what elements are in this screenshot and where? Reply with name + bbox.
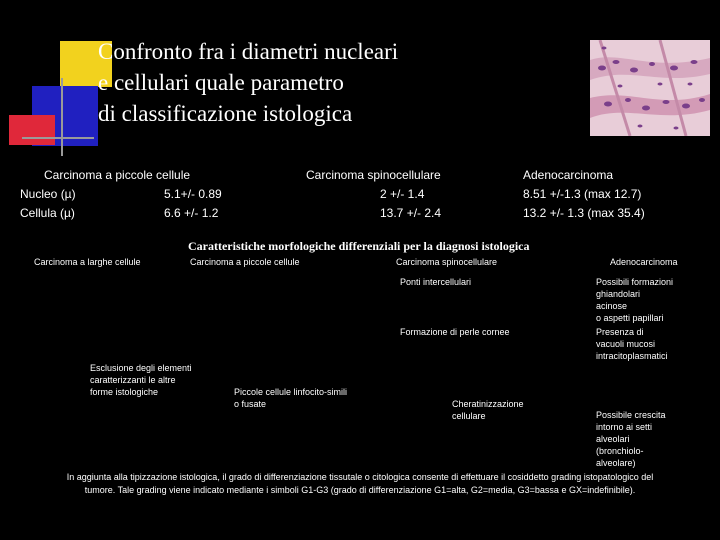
feature-esclusione: Esclusione degli elementi caratterizzanti le altre forme istologiche	[90, 363, 192, 397]
feature-piccole: Piccole cellule linfocito-simili o fusate	[234, 387, 348, 409]
title-line-2: e cellulari quale parametro	[98, 70, 344, 95]
title-line-1: Confronto fra i diametri nucleari	[98, 39, 399, 64]
feature-crescita: Possibile crescita intorno ai setti alveolari (bronchiolo- alveolare)	[596, 410, 666, 468]
feature-formazioni: Possibili formazioni ghiandolari acinose o aspetti papillari	[596, 277, 674, 323]
footer-note	[20, 471, 700, 497]
row-label-nucleo: Nucleo (µ)	[20, 187, 76, 201]
feature-cheratinizzazione: Cheratinizzazione cellulare	[452, 399, 524, 421]
histology-image	[590, 40, 710, 136]
table-header-adenocarcinoma: Adenocarcinoma	[523, 168, 614, 182]
title-line-3: di classificazione istologica	[98, 101, 353, 126]
decor-vertical-line	[61, 78, 63, 156]
table-cell: 13.7 +/- 2.4	[380, 206, 442, 220]
footer-line-2: tumore. Tale grading viene indicato mediante i simboli G1-G3 (grado di differenziazione G1=alta, G2=media, G3=bassa e GX=indefinibile).	[84, 485, 636, 495]
table-cell: 6.6 +/- 1.2	[164, 206, 219, 220]
table-cell: 13.2 +/- 1.3 (max 35.4)	[523, 206, 645, 220]
category-spinocellular: Carcinoma spinocellulare	[396, 257, 498, 267]
feature-vacuoli: Presenza di vacuoli mucosi intracitoplasmatici	[596, 327, 668, 361]
table-cell: 8.51 +/-1.3 (max 12.7)	[523, 187, 642, 201]
category-large-cell: Carcinoma a larghe cellule	[34, 257, 141, 267]
feature-ponti: Ponti intercellulari	[400, 277, 472, 287]
category-small-cell: Carcinoma a piccole cellule	[190, 257, 300, 267]
table-cell: 5.1+/- 0.89	[164, 187, 222, 201]
decor-horizontal-line	[22, 137, 94, 139]
row-label-cellula: Cellula (µ)	[20, 206, 75, 220]
table-cell: 2 +/- 1.4	[380, 187, 425, 201]
slide-title	[98, 36, 398, 129]
category-adenocarcinoma: Adenocarcinoma	[610, 257, 678, 267]
feature-perle: Formazione di perle cornee	[400, 327, 510, 337]
table-header-small-cell: Carcinoma a piccole cellule	[44, 168, 191, 182]
section-subtitle: Caratteristiche morfologiche differenziali per la diagnosi istologica	[188, 239, 530, 253]
decor-red-block	[9, 115, 55, 145]
footer-line-1: In aggiunta alla tipizzazione istologica, il grado di differenziazione tissutale o citologica consente di effettuare il cosiddetto grading istopatologico del	[66, 472, 654, 482]
table-header-spinocellular: Carcinoma spinocellulare	[306, 168, 441, 182]
